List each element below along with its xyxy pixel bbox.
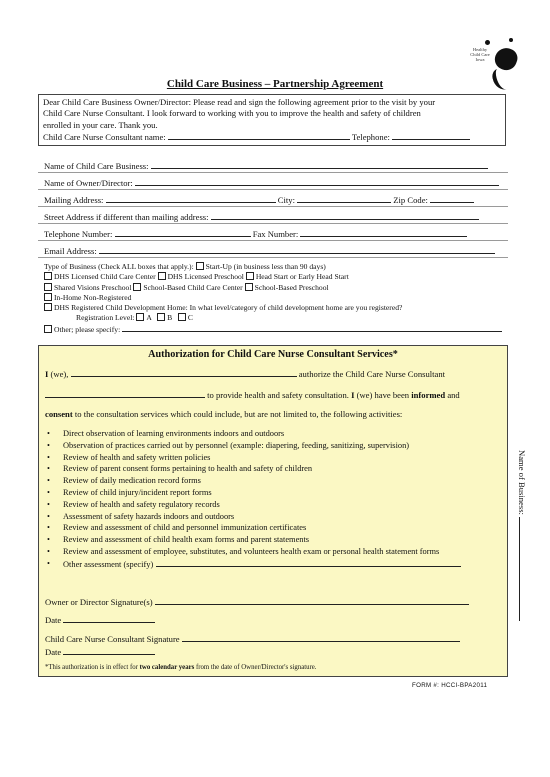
- in-home-label: In-Home Non-Registered: [54, 292, 132, 302]
- registration-level-row: [44, 313, 502, 323]
- level-c-label: C: [187, 313, 193, 323]
- activity-item: • Review and assessment of child health exam forms and parent statements: [45, 534, 513, 546]
- dhs-home-label: DHS Registered Child Development Home: In what level/category of child development home are you registered?: [54, 303, 403, 313]
- informed-text: informed: [411, 390, 446, 400]
- other-assessment-field[interactable]: [156, 558, 461, 567]
- nurse-signature-row: [45, 633, 460, 644]
- page-title: Child Care Business – Partnership Agreement: [166, 78, 384, 90]
- intro-line: Dear Child Care Business Owner/Director: Please read and sign the following agreement prior to the visit by your: [43, 97, 436, 107]
- logo-text-2: Child Care: [470, 52, 490, 57]
- business-type-row: [44, 262, 502, 272]
- school-center-label: School-Based Child Care Center: [143, 282, 243, 292]
- level-b-checkbox[interactable]: [157, 313, 165, 321]
- we-text: (we),: [50, 369, 69, 379]
- i-bold: I: [351, 390, 355, 400]
- telephone-label: Telephone Number:: [44, 229, 113, 239]
- authorize-row: [45, 368, 445, 379]
- email-label: Email Address:: [44, 246, 97, 256]
- level-a-checkbox[interactable]: [136, 313, 144, 321]
- activity-item: • Direct observation of learning environments indoors and outdoors: [45, 428, 513, 440]
- school-preschool-label: School-Based Preschool: [254, 282, 329, 292]
- business-name-field[interactable]: [151, 160, 488, 169]
- activity-item: • Review of health and safety regulatory records: [45, 499, 513, 511]
- owner-signature-row: [45, 596, 469, 607]
- have-been-text: (we) have been: [356, 390, 410, 400]
- other-label: Other; please specify:: [54, 324, 121, 334]
- logo-text-1: Healthy: [472, 47, 488, 52]
- activity-item: • Review of daily medication record forms: [45, 475, 513, 487]
- divider: [38, 257, 508, 258]
- logo-text-3: Iowa: [475, 57, 485, 62]
- activity-label: Other assessment (specify): [63, 559, 154, 569]
- business-name-row: [44, 160, 488, 171]
- dhs-preschool-checkbox[interactable]: [158, 272, 166, 280]
- date-row: [45, 646, 155, 657]
- activity-item: [45, 558, 513, 571]
- business-type-row: [44, 324, 502, 335]
- owner-signature-field[interactable]: [155, 596, 469, 605]
- fax-label: Fax Number:: [252, 229, 299, 239]
- street-label: Street Address if different than mailing address:: [44, 212, 209, 222]
- zip-field[interactable]: [430, 194, 474, 203]
- divider: [38, 206, 508, 207]
- city-label: City:: [277, 195, 295, 205]
- head-start-label: Head Start or Early Head Start: [255, 272, 349, 282]
- mailing-row: [44, 194, 474, 205]
- school-center-checkbox[interactable]: [133, 283, 141, 291]
- mailing-label: Mailing Address:: [44, 195, 104, 205]
- dhs-center-checkbox[interactable]: [44, 272, 52, 280]
- i-bold: I: [45, 369, 49, 379]
- other-specify-field[interactable]: [122, 324, 502, 332]
- consent-text: consent: [45, 409, 73, 419]
- divider: [38, 172, 508, 173]
- dhs-preschool-label: DHS Licensed Preschool: [167, 272, 244, 282]
- consent-row: [45, 409, 402, 419]
- note-bold-text: two calendar years: [139, 664, 195, 671]
- intro-line: Child Care Nurse Consultant. I look forward to working with you to improve the health and safety of children: [43, 108, 421, 119]
- intro-box: [38, 94, 506, 146]
- activities-list: [45, 428, 513, 571]
- registration-level-label: Registration Level:: [76, 313, 135, 323]
- fax-field[interactable]: [300, 228, 467, 237]
- logo-dot-icon: [509, 38, 513, 42]
- consultant-telephone-field[interactable]: [392, 131, 470, 140]
- level-c-checkbox[interactable]: [178, 313, 186, 321]
- business-type-lead: Type of Business (Check ALL boxes that apply.):: [44, 262, 194, 271]
- divider: [38, 189, 508, 190]
- telephone-row: [44, 228, 467, 239]
- provide-row: [45, 389, 460, 400]
- date-row: [45, 614, 155, 625]
- activity-item: • Review of child injury/incident report forms: [45, 487, 513, 499]
- telephone-field[interactable]: [115, 228, 251, 237]
- nurse-date-field[interactable]: [63, 646, 155, 655]
- divider: [38, 240, 508, 241]
- startup-checkbox[interactable]: [196, 262, 204, 270]
- owner-row: [44, 177, 499, 188]
- school-preschool-checkbox[interactable]: [245, 283, 253, 291]
- date-label: Date: [45, 615, 62, 625]
- logo-dot-icon: [485, 40, 490, 45]
- nurse-signature-field[interactable]: [182, 633, 460, 642]
- startup-label: Start-Up (in business less than 90 days): [205, 262, 326, 271]
- level-a-label: A: [146, 313, 152, 323]
- city-field[interactable]: [297, 194, 391, 203]
- street-row: [44, 211, 479, 222]
- authorization-title: Authorization for Child Care Nurse Consultant Services*: [148, 349, 398, 360]
- activity-item: • Review of health and safety written policies: [45, 452, 513, 464]
- side-business-name-label: Name of Business:: [517, 450, 527, 515]
- consent-rest-text: to the consultation services which could include, but are not limited to, the following activities:: [74, 409, 403, 419]
- intro-line: enrolled in your care. Thank you.: [43, 119, 158, 130]
- street-field[interactable]: [211, 211, 479, 220]
- side-business-name: [516, 450, 528, 650]
- mailing-field[interactable]: [106, 194, 276, 203]
- business-type-section: [44, 262, 502, 335]
- side-business-name-field[interactable]: [519, 517, 528, 621]
- business-type-row: [44, 303, 502, 313]
- dhs-home-checkbox[interactable]: [44, 303, 52, 311]
- owner-field[interactable]: [135, 177, 499, 186]
- zip-label: Zip Code:: [393, 195, 428, 205]
- activity-item: • Review and assessment of employee, substitutes, and volunteers health exam or personal health statement forms: [45, 546, 513, 558]
- activity-item: • Assessment of safety hazards indoors and outdoors: [45, 511, 513, 523]
- business-type-row: [44, 293, 502, 303]
- activity-item: • Review of parent consent forms pertaining to health and safety of children: [45, 463, 513, 475]
- and-text: and: [447, 390, 460, 400]
- consultant-name-row: [43, 131, 501, 143]
- other-checkbox[interactable]: [44, 325, 52, 333]
- shared-visions-label: Shared Visions Preschool: [54, 282, 132, 292]
- owner-date-field[interactable]: [63, 614, 155, 623]
- form-number: FORM #: HCCI-BPA2011: [412, 682, 488, 689]
- divider: [38, 223, 508, 224]
- authorization-note: [45, 664, 316, 671]
- level-b-label: B: [167, 313, 173, 323]
- side-business-name-row: [517, 450, 528, 621]
- note-text: from the date of Owner/Director's signature.: [195, 664, 317, 671]
- activity-item: • Review and assessment of child and personnel immunization certificates: [45, 522, 513, 534]
- owner-label: Name of Owner/Director:: [44, 178, 133, 188]
- email-row: [44, 245, 495, 256]
- business-type-row: [44, 272, 502, 282]
- consultant-name-label: Child Care Nurse Consultant name:: [43, 131, 166, 142]
- business-type-row: [44, 283, 502, 293]
- provide-text: to provide health and safety consultation.: [207, 390, 349, 400]
- business-name-label: Name of Child Care Business:: [44, 161, 149, 171]
- consultant-name-field[interactable]: [168, 131, 350, 140]
- authorize-text: authorize the Child Care Nurse Consultant: [298, 369, 446, 379]
- date-label: Date: [45, 647, 62, 657]
- owner-signature-label: Owner or Director Signature(s): [45, 597, 153, 607]
- authorization-box: [38, 345, 508, 677]
- nurse-signature-label: Child Care Nurse Consultant Signature: [45, 634, 180, 644]
- activity-item: • Observation of practices carried out by personnel (example: diapering, feeding, sanitizing, supervision): [45, 440, 513, 452]
- in-home-checkbox[interactable]: [44, 293, 52, 301]
- consultant-field[interactable]: [45, 389, 205, 398]
- email-field[interactable]: [99, 245, 495, 254]
- shared-visions-checkbox[interactable]: [44, 283, 52, 291]
- note-text: *This authorization is in effect for: [45, 664, 138, 671]
- authorizer-name-field[interactable]: [71, 368, 297, 377]
- consultant-telephone-label: Telephone:: [351, 131, 390, 142]
- head-start-checkbox[interactable]: [246, 272, 254, 280]
- dhs-center-label: DHS Licensed Child Care Center: [54, 272, 156, 282]
